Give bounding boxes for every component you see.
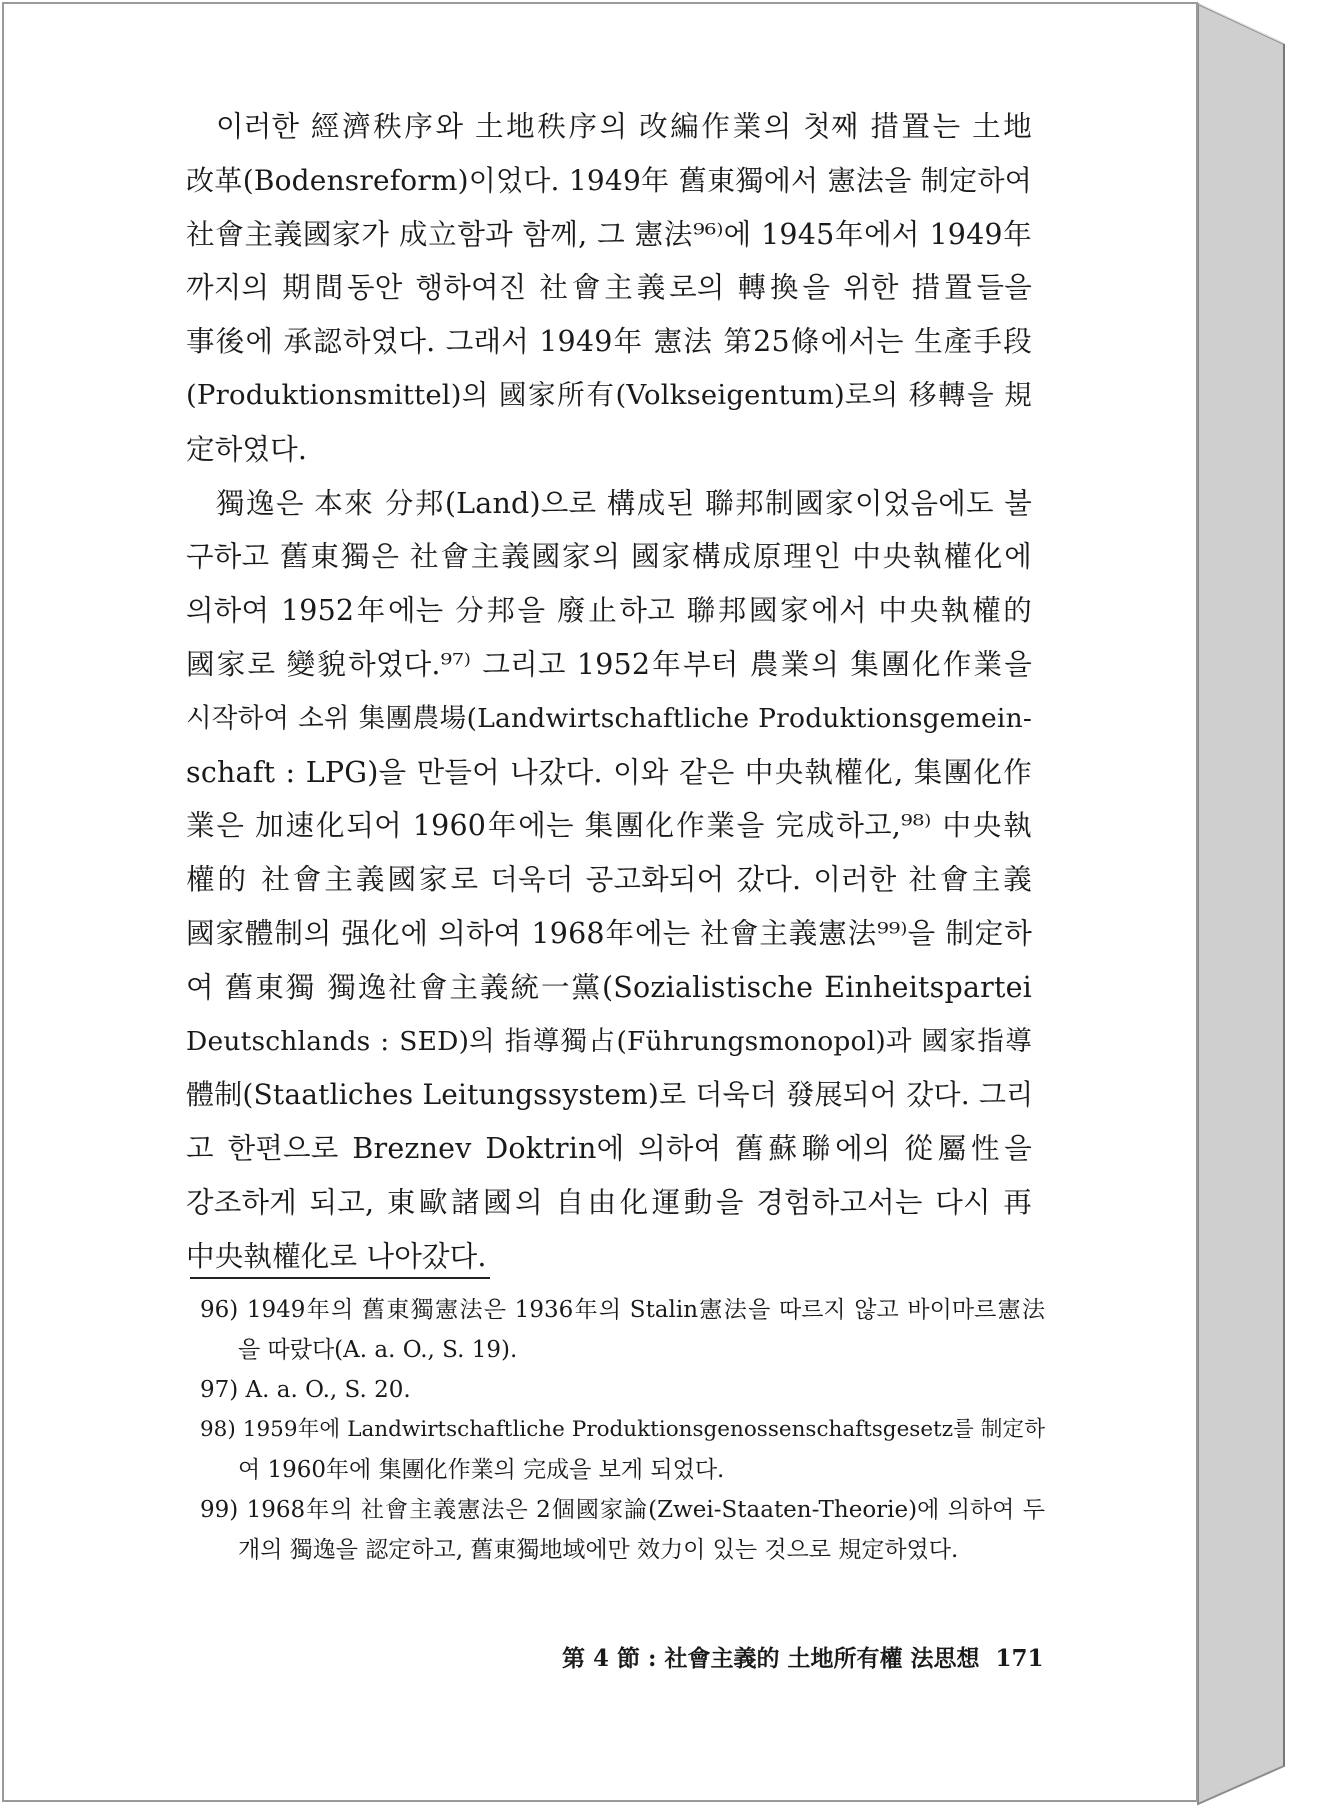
- text-line: 改革(Bodensreform)이었다. 1949年 舊東獨에서 憲法을 制定하여: [186, 163, 1032, 197]
- footnote-divider: [190, 1277, 490, 1279]
- footnote-99-cont: 개의 獨逸을 認定하고, 舊東獨地域에만 效力이 있는 것으로 規定하였다.: [238, 1537, 959, 1563]
- text-line: 고 한편으로 Breznev Doktrin에 의하여 舊蘇聯에의 從屬性을: [186, 1132, 1032, 1166]
- text-line: 定하였다.: [186, 432, 308, 466]
- text-line: 中央執權化로 나아갔다.: [186, 1239, 487, 1273]
- footer-section-title: 第 4 節 : 社會主義的 土地所有權 法思想: [562, 1645, 980, 1672]
- footnote-97: 97) A. a. O., S. 20.: [200, 1377, 411, 1403]
- text-line: 權的 社會主義國家로 더욱더 공고화되어 갔다. 이러한 社會主義: [186, 863, 1032, 897]
- text-line: 강조하게 되고, 東歐諸國의 自由化運動을 경험하고서는 다시 再: [186, 1185, 1032, 1219]
- footnote-96-cont: 을 따랐다(A. a. O., S. 19).: [238, 1337, 518, 1363]
- footnote-98-cont: 여 1960年에 集團化作業의 完成을 보게 되었다.: [238, 1457, 725, 1483]
- footnotes: [200, 1290, 1045, 1570]
- text-line: 여 舊東獨 獨逸社會主義統一黨(Sozialistische Einheitspartei: [186, 970, 1032, 1004]
- text-line: 구하고 舊東獨은 社會主義國家의 國家構成原理인 中央執權化에: [186, 540, 1032, 574]
- text-line: 國家體制의 强化에 의하여 1968年에는 社會主義憲法⁹⁹⁾을 制定하: [186, 916, 1032, 950]
- text-line: 시작하여 소위 集團農場(Landwirtschaftliche Produktionsgemein-: [186, 702, 1032, 734]
- page-number: 171: [995, 1645, 1044, 1672]
- body-text: [186, 100, 1032, 1284]
- text-line: 이러한 經濟秩序와 土地秩序의 改編作業의 첫째 措置는 土地: [216, 110, 1032, 143]
- text-line: 業은 加速化되어 1960年에는 集團化作業을 完成하고,⁹⁸⁾ 中央執: [186, 809, 1032, 843]
- text-line: 의하여 1952年에는 分邦을 廢止하고 聯邦國家에서 中央執權的: [186, 594, 1032, 628]
- running-footer: [546, 1640, 1044, 1673]
- text-line: 獨逸은 本來 分邦(Land)으로 構成된 聯邦制國家이었음에도 불: [216, 486, 1032, 520]
- text-line: 까지의 期間동안 행하여진 社會主義로의 轉換을 위한 措置들을: [186, 271, 1032, 305]
- text-line: (Produktionsmittel)의 國家所有(Volkseigentum)로의 移轉을 規: [186, 378, 1032, 411]
- text-line: schaft : LPG)을 만들어 나갔다. 이와 같은 中央執權化, 集團化作: [186, 755, 1032, 789]
- footnote-99: 99) 1968年의 社會主義憲法은 2個國家論(Zwei-Staaten-Theorie)에 의하여 두: [200, 1497, 1045, 1523]
- text-line: 國家로 變貌하였다.⁹⁷⁾ 그리고 1952年부터 農業의 集團化作業을: [186, 647, 1032, 681]
- text-line: Deutschlands : SED)의 指導獨占(Führungsmonopol)과 國家指導: [186, 1025, 1032, 1057]
- footnote-98: 98) 1959年에 Landwirtschaftliche Produktionsgenossenschaftsgesetz를 制定하: [200, 1417, 1045, 1442]
- text-line: 社會主義國家가 成立함과 함께, 그 憲法⁹⁶⁾에 1945年에서 1949年: [186, 217, 1032, 251]
- footnote-96: 96) 1949年의 舊東獨憲法은 1936年의 Stalin憲法을 따르지 않고 바이마르憲法: [200, 1297, 1045, 1323]
- text-line: 事後에 承認하였다. 그래서 1949年 憲法 第25條에서는 生產手段: [186, 325, 1032, 359]
- text-line: 體制(Staatliches Leitungssystem)로 더욱더 發展되어 갔다. 그리: [186, 1078, 1034, 1112]
